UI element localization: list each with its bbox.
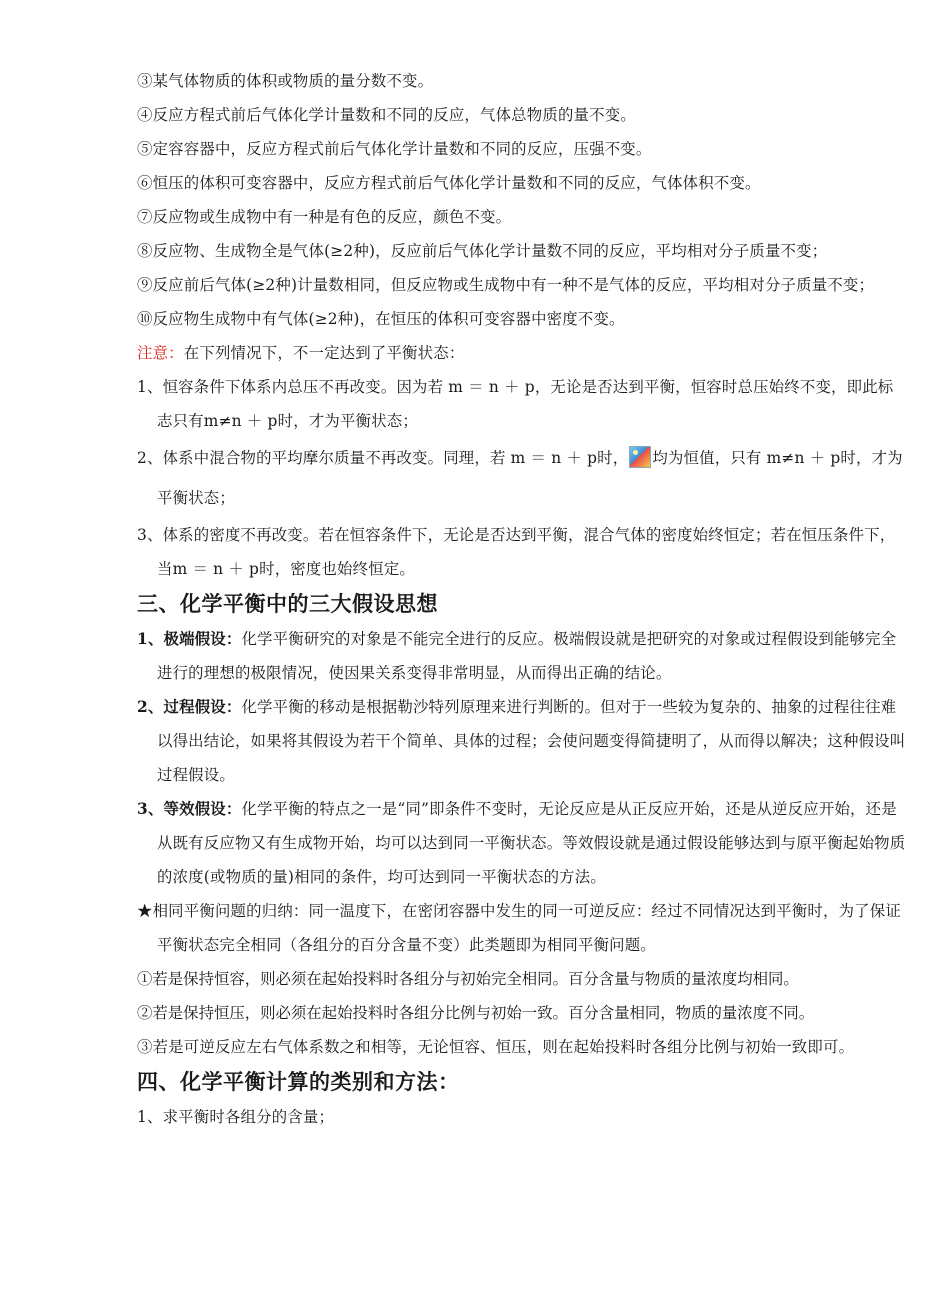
note-paragraph xyxy=(137,336,906,370)
section-heading-3: 三、化学平衡中的三大假设思想 xyxy=(137,592,438,616)
assumption-item: 1、极端假设：化学平衡研究的对象是不能完全进行的反应。极端假设就是把研究的对象或过程假设到能够完全进行的理想的极限情况，使因果关系变得非常明显，从而得出正确的结论。 xyxy=(137,630,897,682)
assumption-item: 2、过程假设：化学平衡的移动是根据勒沙特列原理来进行判断的。但对于一些较为复杂的、抽象的过程往往难以得出结论，如果将其假设为若干个简单、具体的过程；会使问题变得简捷明了，从而得以解决；这种假设叫过程假设。 xyxy=(137,698,906,784)
list-item: ⑨反应前后气体(≥2种)计量数相同，但反应物或生成物中有一种不是气体的反应，平均相对分子质量不变； xyxy=(137,276,875,294)
note-text: 在下列情况下，不一定达到了平衡状态： xyxy=(183,344,465,362)
assumption-term: 过程假设： xyxy=(163,698,242,716)
list-item: ③若是可逆反应左右气体系数之和相等，无论恒容、恒压，则在起始投料时各组分比例与初始一致即可。 xyxy=(137,1038,855,1056)
star-summary: ★相同平衡问题的归纳：同一温度下，在密闭容器中发生的同一可逆反应：经过不同情况达到平衡时，为了保证平衡状态完全相同（各组分的百分含量不变）此类题即为相同平衡问题。 xyxy=(137,902,901,954)
note-item-2-part-b: 均为恒值，只有 m≠n ＋ p时，才为平衡状态； xyxy=(157,449,903,507)
list-item: ⑩反应物生成物中有气体(≥2种)，在恒压的体积可变容器中密度不变。 xyxy=(137,310,625,328)
assumption-item: 3、等效假设：化学平衡的特点之一是“同”即条件不变时，无论反应是从正反应开始，还是从逆反应开始，还是从既有反应物又有生成物开始，均可以达到同一平衡状态。等效假设就是通过假设能够达到与原平衡起始物质的浓度(或物质的量)相同的条件，均可达到同一平衡状态的方法。 xyxy=(137,800,906,886)
assumption-term: 等效假设： xyxy=(163,800,242,818)
list-item: ③某气体物质的体积或物质的量分数不变。 xyxy=(137,72,434,90)
list-item: ⑧反应物、生成物全是气体(≥2种)，反应前后气体化学计量数不同的反应，平均相对分子质量不变； xyxy=(137,242,828,260)
list-item: ④反应方程式前后气体化学计量数和不同的反应，气体总物质的量不变。 xyxy=(137,106,636,124)
list-item: ②若是保持恒压，则必须在起始投料时各组分比例与初始一致。百分含量相同，物质的量浓度不同。 xyxy=(137,1004,815,1022)
list-item: 1、求平衡时各组分的含量； xyxy=(137,1108,335,1126)
note-item-3: 3、体系的密度不再改变。若在恒容条件下，无论是否达到平衡，混合气体的密度始终恒定；若在恒压条件下，当m ＝ n ＋ p时，密度也始终恒定。 xyxy=(137,526,896,578)
assumption-term: 极端假设： xyxy=(163,630,242,648)
broken-image-icon xyxy=(629,446,651,468)
list-item: ⑤定容容器中，反应方程式前后气体化学计量数和不同的反应，压强不变。 xyxy=(137,140,652,158)
list-item: ⑦反应物或生成物中有一种是有色的反应，颜色不变。 xyxy=(137,208,512,226)
note-label: 注意： xyxy=(137,344,184,362)
list-item: ①若是保持恒容，则必须在起始投料时各组分与初始完全相同。百分含量与物质的量浓度均相同。 xyxy=(137,970,799,988)
note-item-2-part-a: 2、体系中混合物的平均摩尔质量不再改变。同理，若 m ＝ n ＋ p时， xyxy=(137,449,629,467)
note-item-1: 1、恒容条件下体系内总压不再改变。因为若 m ＝ n ＋ p，无论是否达到平衡，恒容时总压始终不变，即此标志只有m≠n ＋ p时，才为平衡状态； xyxy=(137,378,894,430)
section-heading-4: 四、化学平衡计算的类别和方法： xyxy=(137,1070,460,1094)
note-item-2 xyxy=(137,438,906,518)
list-item: ⑥恒压的体积可变容器中，反应方程式前后气体化学计量数和不同的反应，气体体积不变。 xyxy=(137,174,761,192)
